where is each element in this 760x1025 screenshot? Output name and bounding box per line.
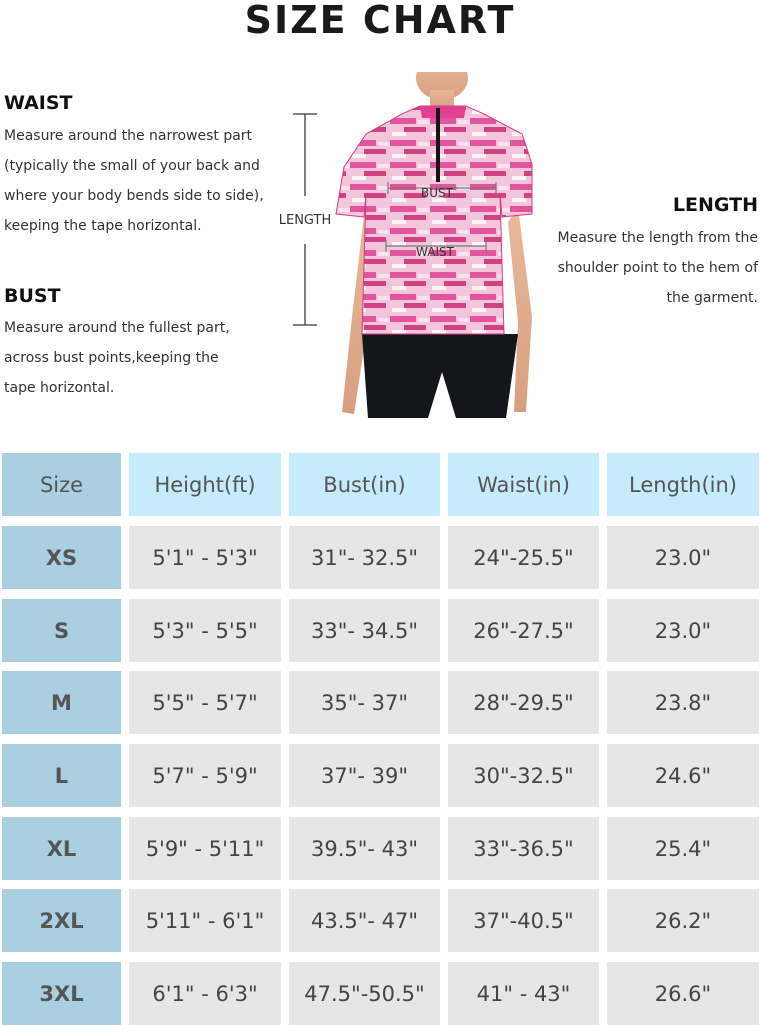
table-cell: 5'11" - 6'1"	[129, 889, 281, 952]
length-desc-line: the garment.	[666, 290, 758, 306]
column-header: Waist(in)	[448, 453, 599, 516]
waist-label: WAIST	[416, 245, 454, 259]
table-cell: 5'1" - 5'3"	[129, 526, 281, 589]
waist-desc-line: (typically the small of your back and	[4, 158, 260, 174]
length-label: LENGTH	[278, 213, 332, 228]
table-cell: 33"- 34.5"	[289, 599, 440, 662]
table-cell: 24.6"	[607, 744, 759, 807]
length-heading: LENGTH	[672, 194, 758, 216]
jersey-collar	[420, 106, 466, 118]
table-cell: 24"-25.5"	[448, 526, 599, 589]
length-description	[538, 223, 758, 313]
table-cell: 37"- 39"	[289, 744, 440, 807]
length-desc-line: shoulder point to the hem of	[557, 260, 758, 276]
column-header: Height(ft)	[129, 453, 281, 516]
length-marker	[279, 114, 332, 325]
table-cell: 5'3" - 5'5"	[129, 599, 281, 662]
bust-desc-line: across bust points,keeping the	[4, 350, 219, 366]
model-jersey	[336, 106, 532, 334]
table-cell: 31"- 32.5"	[289, 526, 440, 589]
table-cell: 26"-27.5"	[448, 599, 599, 662]
table-cell: 35"- 37"	[289, 671, 440, 734]
size-label-cell: XL	[2, 817, 121, 880]
waist-desc-line: keeping the tape horizontal.	[4, 218, 202, 234]
table-cell: 25.4"	[607, 817, 759, 880]
size-label-cell: L	[2, 744, 121, 807]
waist-heading: WAIST	[4, 92, 73, 114]
table-cell: 33"-36.5"	[448, 817, 599, 880]
bust-label: BUST	[421, 186, 453, 200]
waist-desc-line: Measure around the narrowest part	[4, 128, 253, 144]
table-cell: 5'7" - 5'9"	[129, 744, 281, 807]
table-cell: 23.0"	[607, 599, 759, 662]
size-chart-table	[0, 453, 760, 1025]
model-figure	[270, 72, 560, 418]
table-cell: 6'1" - 6'3"	[129, 962, 281, 1025]
table-cell: 23.8"	[607, 671, 759, 734]
table-cell: 39.5"- 43"	[289, 817, 440, 880]
waist-description	[4, 121, 274, 241]
length-desc-line: Measure the length from the	[557, 230, 758, 246]
page-title: SIZE CHART	[244, 0, 516, 42]
table-cell: 5'5" - 5'7"	[129, 671, 281, 734]
table-cell: 23.0"	[607, 526, 759, 589]
model-shorts	[362, 334, 518, 418]
table-cell: 26.2"	[607, 889, 759, 952]
column-header: Size	[2, 453, 121, 516]
bust-desc-line: tape horizontal.	[4, 380, 115, 396]
table-cell: 26.6"	[607, 962, 759, 1025]
bust-description	[4, 313, 264, 403]
column-header: Bust(in)	[289, 453, 440, 516]
model-right-arm	[508, 207, 532, 412]
table-cell: 43.5"- 47"	[289, 889, 440, 952]
table-cell: 30"-32.5"	[448, 744, 599, 807]
bust-heading: BUST	[4, 285, 61, 307]
size-label-cell: 3XL	[2, 962, 121, 1025]
table-cell: 5'9" - 5'11"	[129, 817, 281, 880]
column-header: Length(in)	[607, 453, 759, 516]
size-label-cell: S	[2, 599, 121, 662]
table-cell: 37"-40.5"	[448, 889, 599, 952]
size-label-cell: M	[2, 671, 121, 734]
size-label-cell: XS	[2, 526, 121, 589]
waist-desc-line: where your body bends side to side),	[4, 188, 264, 204]
table-cell: 28"-29.5"	[448, 671, 599, 734]
size-label-cell: 2XL	[2, 889, 121, 952]
table-cell: 47.5"-50.5"	[289, 962, 440, 1025]
bust-desc-line: Measure around the fullest part,	[4, 320, 230, 336]
table-cell: 41" - 43"	[448, 962, 599, 1025]
